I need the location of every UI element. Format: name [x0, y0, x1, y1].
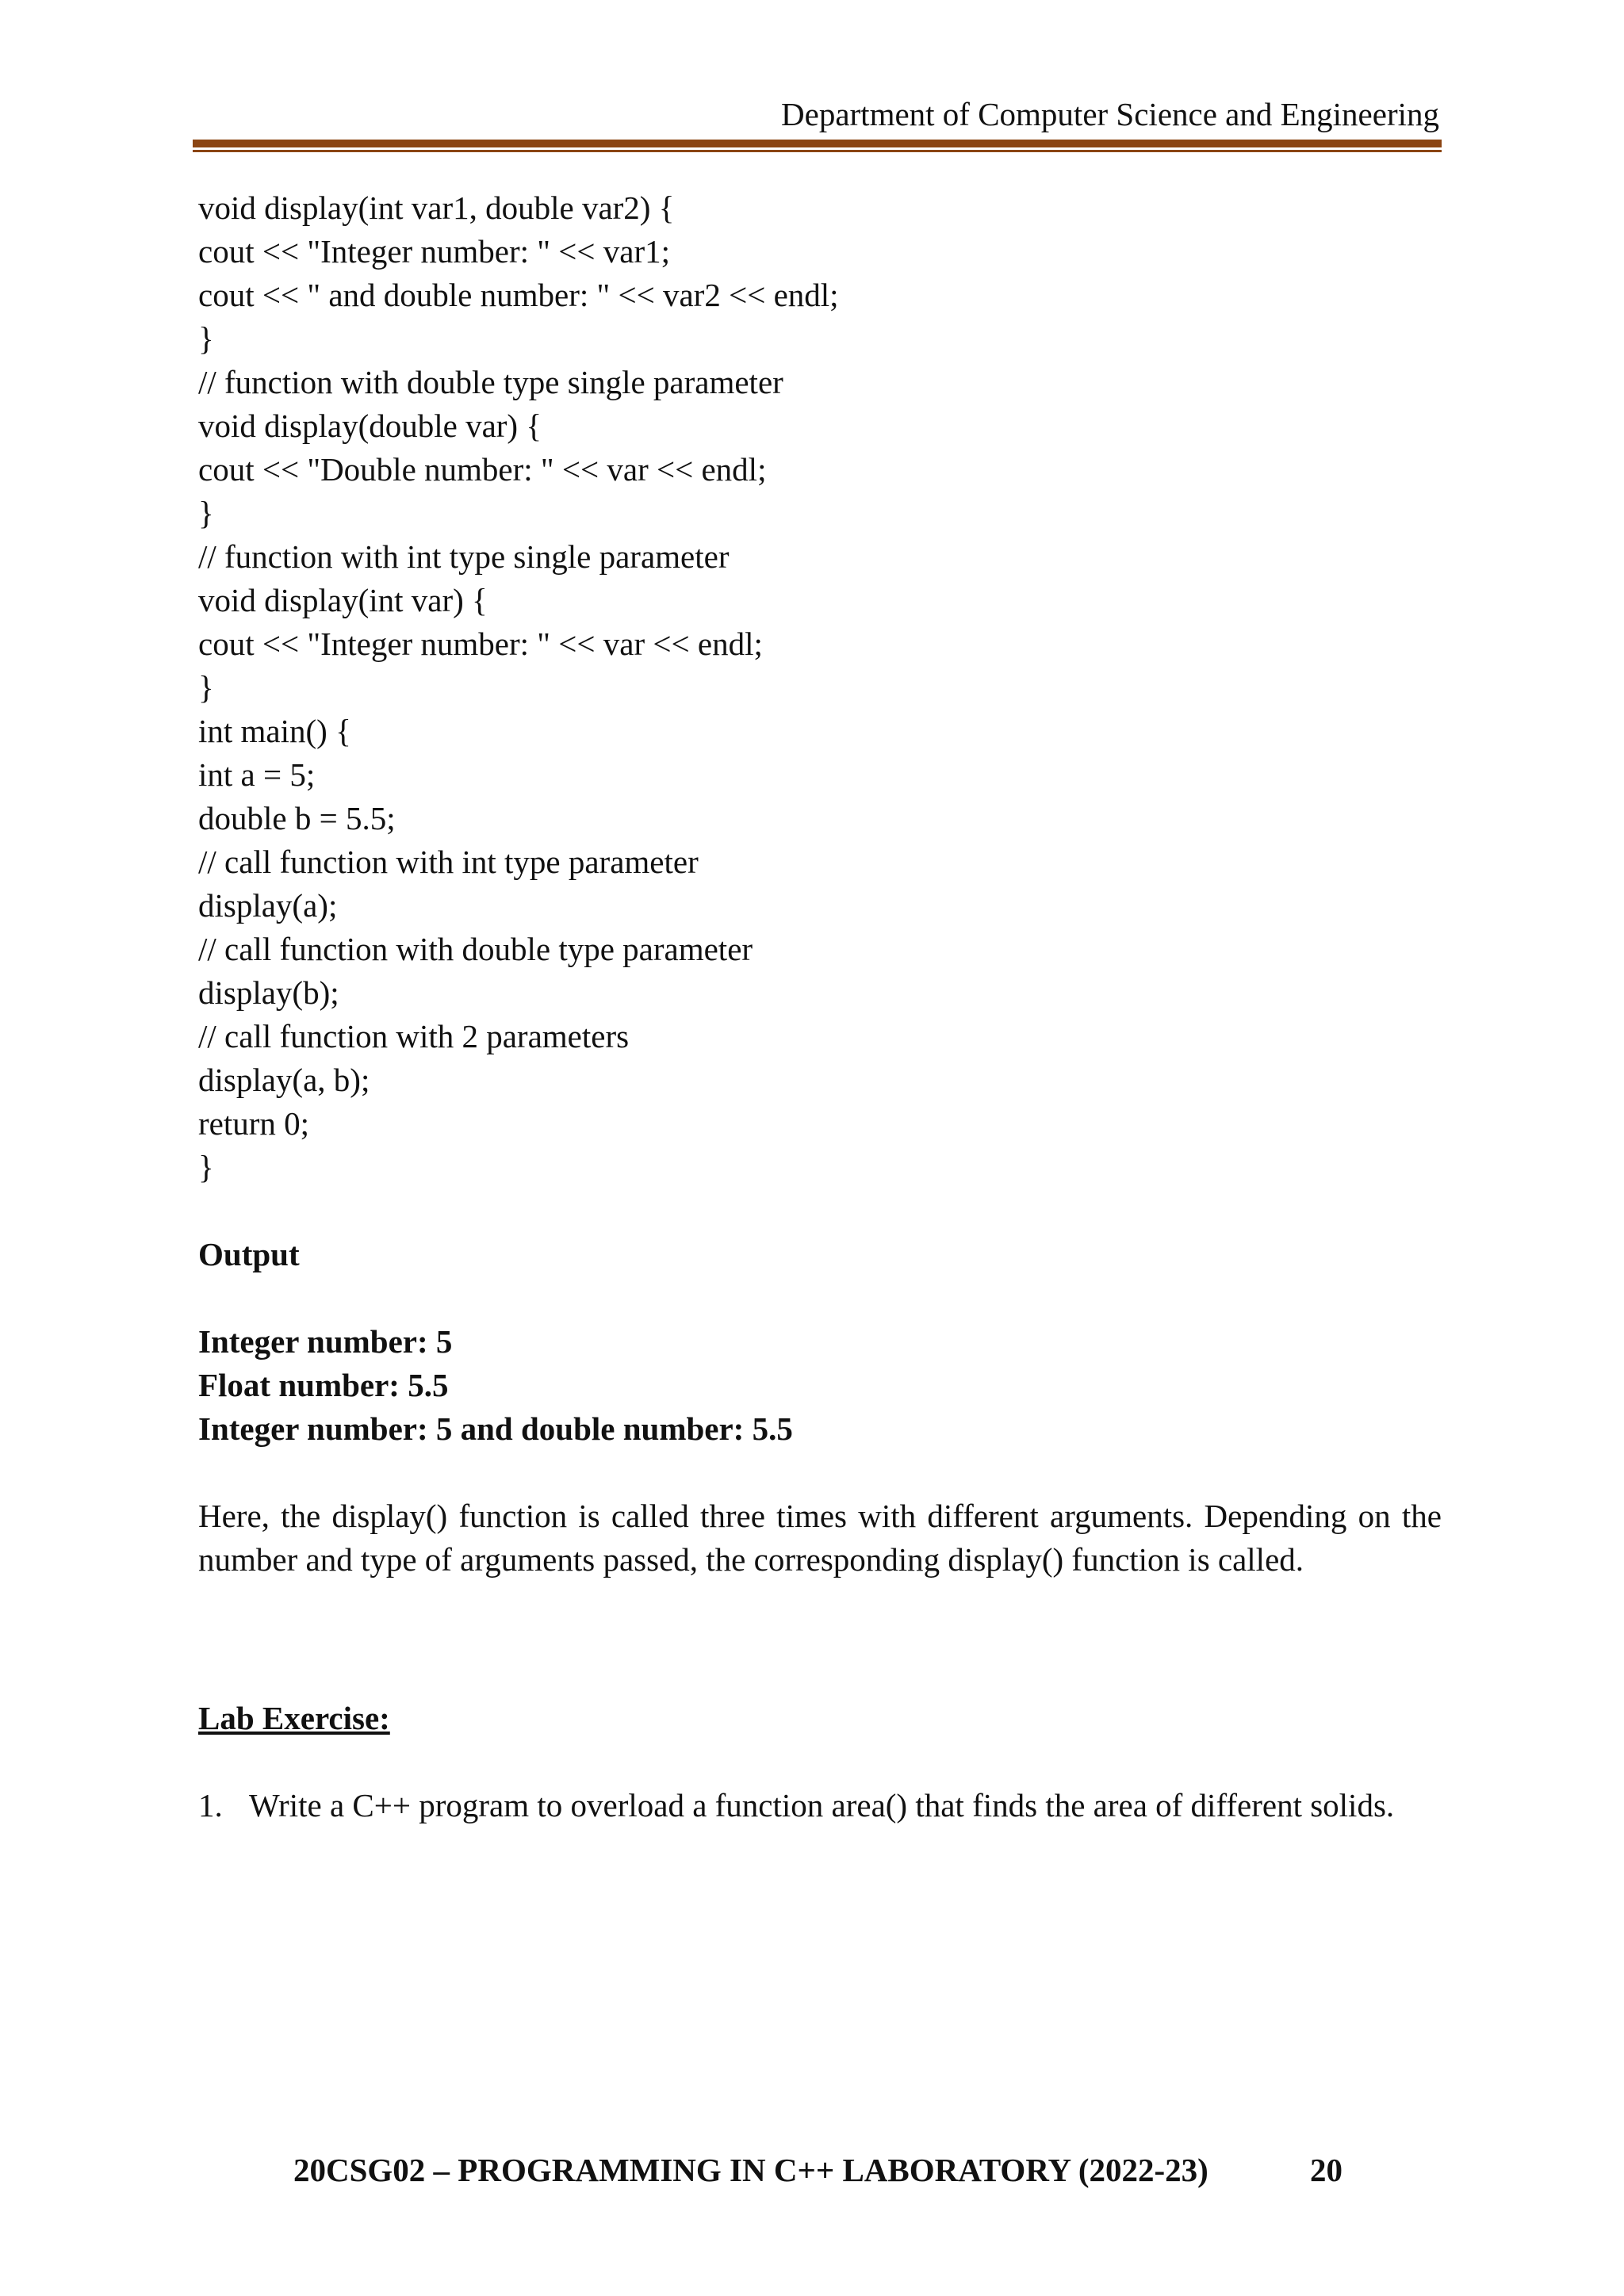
- exercise-text: Write a C++ program to overload a function area() that finds the area of different solids.: [249, 1787, 1395, 1823]
- output-line: Float number: 5.5: [198, 1367, 449, 1403]
- lab-exercise-heading: Lab Exercise:: [198, 1700, 390, 1736]
- code-line: // call function with int type parameter: [198, 844, 699, 880]
- code-line: double b = 5.5;: [198, 800, 396, 836]
- code-line: // call function with 2 parameters: [198, 1018, 630, 1054]
- code-line: cout << " and double number: " << var2 << endl;: [198, 277, 839, 313]
- code-line: // function with double type single parameter: [198, 364, 783, 400]
- code-line: display(a);: [198, 887, 338, 924]
- exercise-list: [198, 1784, 1394, 1827]
- explanation-paragraph: Here, the display() function is called three times with different arguments. Depending on the number and type of arguments passed, the corresponding display() function is called.: [198, 1498, 1442, 1578]
- code-line: display(a, b);: [198, 1062, 370, 1098]
- code-line: }: [198, 669, 214, 706]
- output-line: Integer number: 5 and double number: 5.5: [198, 1410, 793, 1447]
- output-listing: [198, 1320, 793, 1451]
- code-line: void display(int var) {: [198, 582, 488, 618]
- code-listing: [198, 186, 839, 1189]
- code-line: int a = 5;: [198, 756, 316, 793]
- code-line: display(b);: [198, 974, 339, 1011]
- code-line: }: [198, 320, 214, 357]
- code-line: // call function with double type parameter: [198, 931, 753, 967]
- code-line: return 0;: [198, 1105, 310, 1142]
- code-line: }: [198, 495, 214, 531]
- code-line: int main() {: [198, 713, 351, 749]
- header-rule-thin: [193, 150, 1442, 152]
- code-line: cout << "Integer number: " << var1;: [198, 233, 671, 270]
- output-line: Integer number: 5: [198, 1323, 453, 1360]
- footer-page-number: 20: [1310, 2152, 1342, 2188]
- code-line: cout << "Double number: " << var << endl;: [198, 451, 767, 488]
- footer-course-title: 20CSG02 – PROGRAMMING IN C++ LABORATORY (2022-23): [293, 2152, 1208, 2188]
- exercise-item: [198, 1784, 1394, 1827]
- department-header-text: Department of Computer Science and Engineering: [781, 96, 1439, 132]
- exercise-number: 1.: [198, 1787, 223, 1823]
- code-line: void display(int var1, double var2) {: [198, 189, 675, 226]
- code-line: }: [198, 1149, 214, 1185]
- header-rule-thick: [193, 140, 1442, 147]
- code-line: void display(double var) {: [198, 408, 542, 444]
- output-heading: Output: [198, 1236, 300, 1272]
- code-line: // function with int type single parameter: [198, 538, 730, 575]
- code-line: cout << "Integer number: " << var << endl;: [198, 626, 763, 662]
